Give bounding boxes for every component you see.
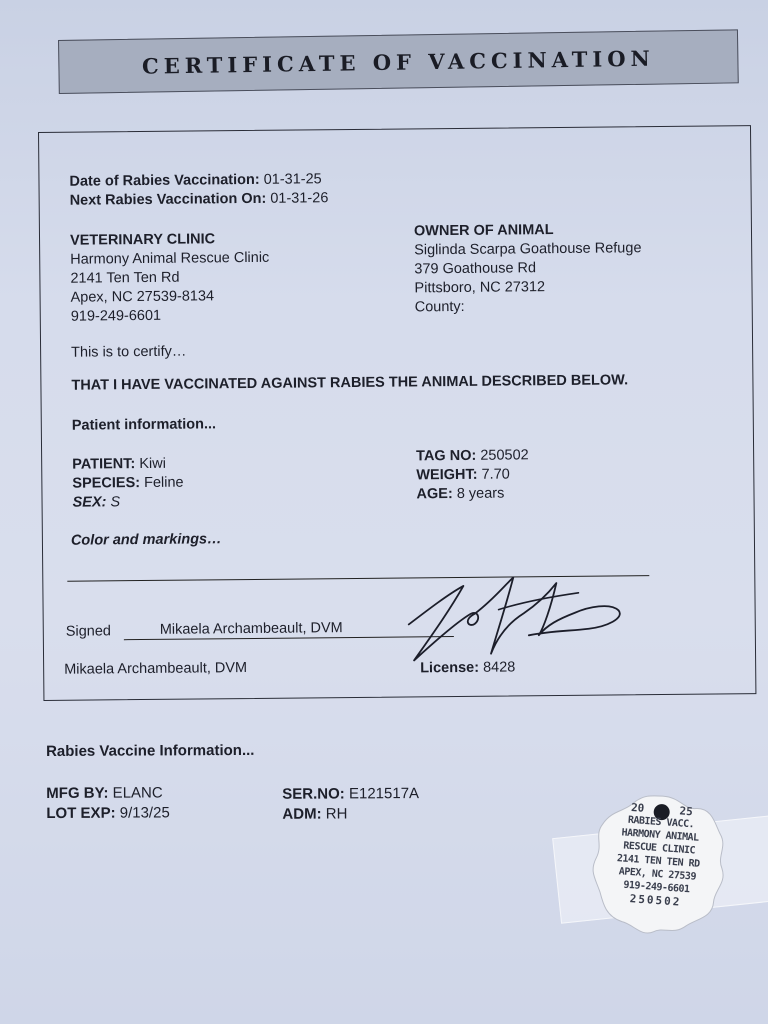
rabies-date-row <box>69 170 321 191</box>
weight-value: 7.70 <box>481 466 510 483</box>
patient-name-row <box>72 455 166 475</box>
certificate-title-banner <box>58 29 739 94</box>
signature-scribble <box>378 562 629 669</box>
signed-name: Mikaela Archambeault, DVM <box>159 620 343 638</box>
printed-name: Mikaela Archambeault, DVM <box>64 660 248 678</box>
certificate-box <box>38 125 756 701</box>
tag-line-5: APEX, NC 27539 <box>618 866 697 883</box>
adm-row <box>282 804 347 823</box>
rabies-date-value: 01-31-25 <box>263 171 322 188</box>
next-rabies-date-label: Next Rabies Vaccination On: <box>69 190 267 209</box>
clinic-heading: VETERINARY CLINIC <box>69 231 216 249</box>
sex-row <box>72 493 120 512</box>
clinic-city: Apex, NC 27539-8134 <box>70 288 215 306</box>
tag-line-2: HARMONY ANIMAL <box>621 827 699 844</box>
owner-name: Siglinda Scarpa Goathouse Refuge <box>414 240 642 259</box>
clinic-name: Harmony Animal Rescue Clinic <box>70 249 270 268</box>
clinic-phone: 919-249-6601 <box>70 307 162 325</box>
rabies-tag-text <box>585 787 733 911</box>
rabies-date-label: Date of Rabies Vaccination: <box>69 171 260 190</box>
mfg-row <box>46 783 163 803</box>
owner-heading: OWNER OF ANIMAL <box>413 222 554 240</box>
mfg-label: MFG BY: <box>46 784 109 802</box>
tag-year-left: 20 <box>630 800 645 815</box>
tag-line-3: RESCUE CLINIC <box>622 840 696 857</box>
tag-line-1: RABIES VACC. <box>627 814 695 831</box>
weight-label: WEIGHT: <box>416 466 478 484</box>
certificate-title: CERTIFICATE OF VACCINATION <box>141 45 655 79</box>
ser-no-value: E121517A <box>348 785 420 803</box>
tag-no-label: TAG NO: <box>416 447 477 465</box>
license-value: 8428 <box>482 659 516 676</box>
certify-intro: This is to certify… <box>71 343 187 361</box>
lot-exp-value: 9/13/25 <box>119 804 170 822</box>
lot-exp-row <box>46 803 169 823</box>
next-rabies-date-row <box>70 189 329 210</box>
signed-label: Signed <box>65 623 112 640</box>
age-row <box>416 485 504 505</box>
tag-number: 250502 <box>629 892 682 909</box>
license-row <box>420 658 515 678</box>
tag-no-row <box>416 446 529 466</box>
tag-line-4: 2141 TEN TEN RD <box>616 853 700 870</box>
age-label: AGE: <box>416 486 453 503</box>
species-row <box>72 474 183 494</box>
certify-statement: THAT I HAVE VACCINATED AGAINST RABIES THE ANIMAL DESCRIBED BELOW. <box>71 372 629 394</box>
ser-no-row <box>282 784 419 804</box>
weight-row <box>416 465 510 485</box>
sex-label: SEX: <box>72 494 107 511</box>
mfg-value: ELANC <box>112 784 163 802</box>
tag-year-right: 25 <box>679 804 694 819</box>
lot-exp-label: LOT EXP: <box>46 804 116 822</box>
owner-city: Pittsboro, NC 27312 <box>414 279 546 297</box>
adm-value: RH <box>325 805 348 823</box>
patient-name-value: Kiwi <box>139 455 167 473</box>
patient-name-label: PATIENT: <box>72 456 136 473</box>
vaccine-heading: Rabies Vaccine Information... <box>46 741 255 760</box>
rabies-tag <box>583 787 733 942</box>
age-value: 8 years <box>456 485 505 502</box>
owner-county-label: County: <box>414 298 465 316</box>
license-label: License: <box>420 659 480 677</box>
sex-value: S <box>110 494 121 511</box>
species-label: SPECIES: <box>72 475 141 492</box>
ser-no-label: SER.NO: <box>282 785 345 803</box>
next-rabies-date-value: 01-31-26 <box>270 190 329 207</box>
species-value: Feline <box>144 474 184 491</box>
owner-street: 379 Goathouse Rd <box>414 260 537 278</box>
clinic-street: 2141 Ten Ten Rd <box>70 269 180 287</box>
color-markings-heading: Color and markings… <box>70 531 222 549</box>
patient-heading: Patient information... <box>71 416 217 434</box>
tag-line-6: 919-249-6601 <box>623 879 690 896</box>
tag-no-value: 250502 <box>480 447 529 464</box>
adm-label: ADM: <box>282 805 322 823</box>
